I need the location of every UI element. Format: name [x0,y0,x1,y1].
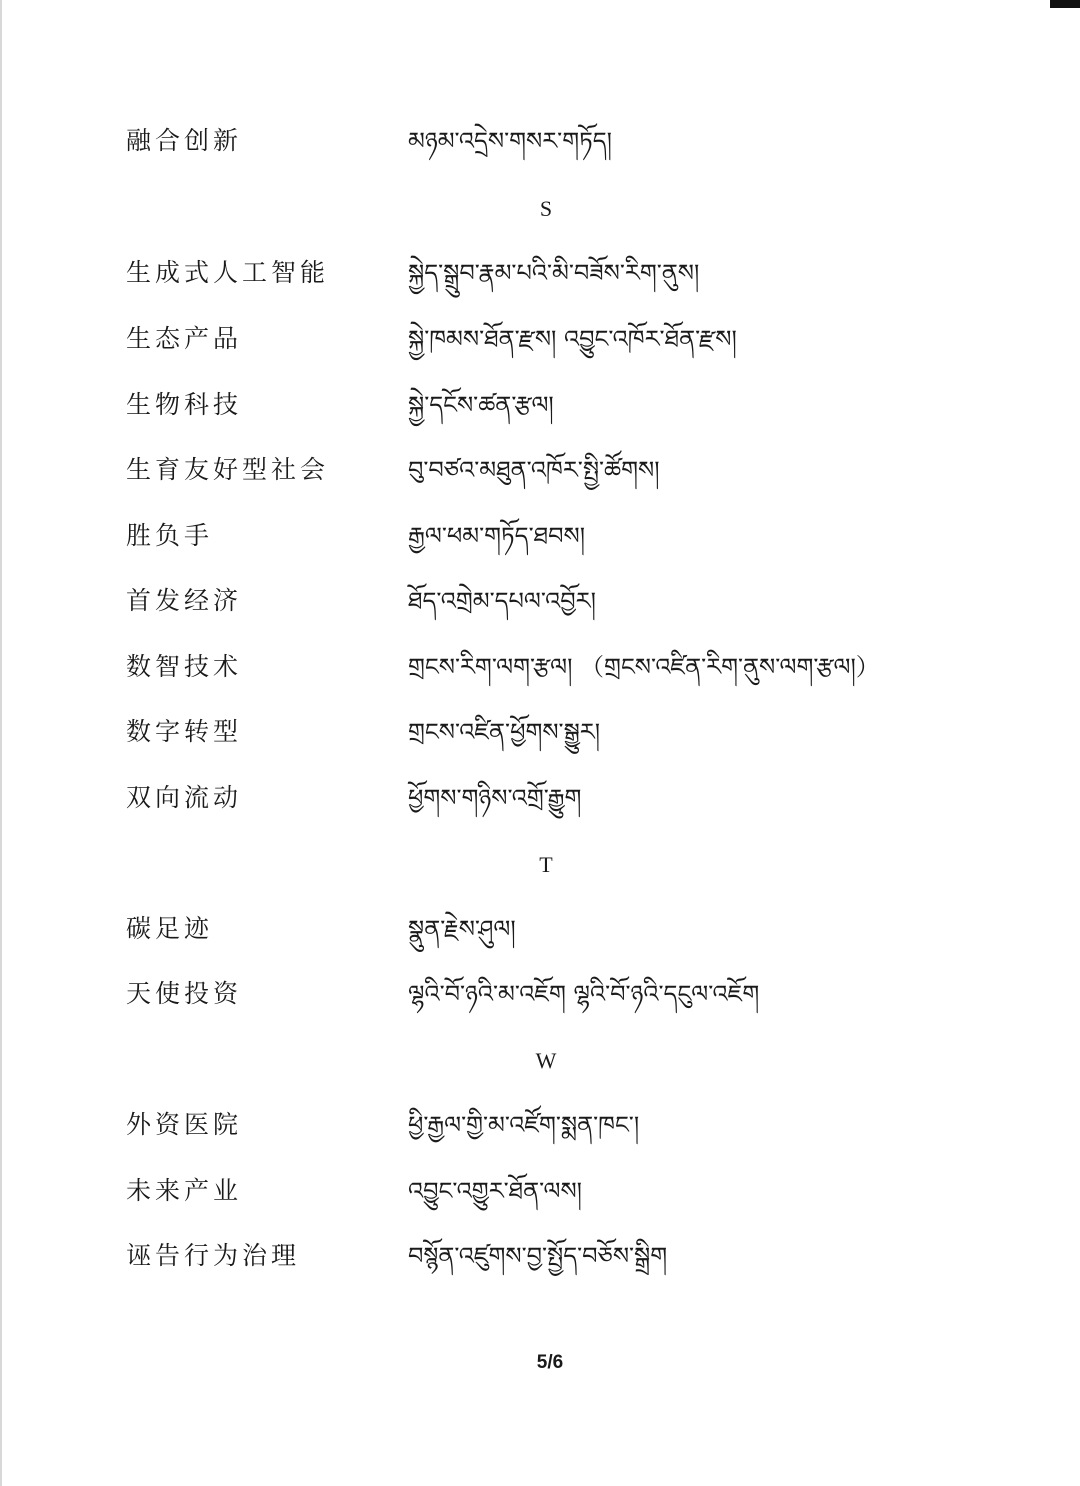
tibetan-term: ཕྱོགས་གཉིས་འགྲོ་རྒྱུག [408,784,582,812]
chinese-term: 天使投资 [126,979,243,1008]
glossary-entry [0,974,1080,1014]
tibetan-term: བུ་བཙའ་མཐུན་འཁོར་སྤྱི་ཚོགས། [408,456,660,484]
chinese-term: 碳足迹 [126,914,214,943]
chinese-term: 生育友好型社会 [126,455,330,484]
tibetan-term: རྒྱལ་ཕམ་གཏོད་ཐབས། [408,522,586,550]
chinese-term: 生态产品 [126,324,243,353]
glossary-entry [0,1105,1080,1145]
chinese-term: 双向流动 [126,783,243,812]
section-letter-s: S [539,196,553,221]
section-letter-t: T [539,852,553,877]
tibetan-term: སྐྱེ་ཁམས་ཐོན་རྫས། འབྱུང་འཁོར་ཐོན་རྫས། [408,325,737,353]
glossary-entry [0,385,1080,425]
section-letter-w: W [535,1048,557,1073]
chinese-term: 融合创新 [126,126,243,155]
glossary-entry [0,121,1080,161]
glossary-entry [0,581,1080,621]
tibetan-term: ཕྱི་རྒྱལ་གྱི་མ་འཛོག་སྨན་ཁང་། [408,1111,640,1139]
tibetan-term: སྐྱེ་དངོས་ཚན་རྩལ། [408,391,554,419]
glossary-entry [0,647,1080,687]
glossary-entry [0,1171,1080,1211]
chinese-term: 生物科技 [126,390,243,419]
chinese-term: 首发经济 [126,586,243,615]
tibetan-term: གྲངས་རིག་ལག་རྩལ། （གྲངས་འཛིན་རིག་ནུས་ལག་རྩལ།） [408,653,880,681]
scan-corner-mark [1050,0,1080,8]
glossary-entry [0,516,1080,556]
chinese-term: 未来产业 [126,1176,243,1205]
chinese-term: 生成式人工智能 [126,258,330,287]
glossary-entry [0,253,1080,293]
glossary-entry [0,1236,1080,1276]
chinese-term: 数字转型 [126,717,243,746]
chinese-term: 诬告行为治理 [126,1241,301,1270]
glossary-entry [0,778,1080,818]
tibetan-term: ལྷའི་བོ་ཉའི་མ་འཇོག ལྷའི་བོ་ཉའི་དངུལ་འཇོག [408,980,760,1008]
chinese-term: 数智技术 [126,652,243,681]
glossary-entry [0,909,1080,949]
glossary-entry [0,450,1080,490]
glossary-entry [0,712,1080,752]
chinese-term: 外资医院 [126,1110,243,1139]
page-number: 5/6 [536,1352,564,1373]
chinese-term: 胜负手 [126,521,214,550]
tibetan-term: སྣུན་རྗེས་ཤུལ། [408,915,516,943]
glossary-entry [0,319,1080,359]
tibetan-term: འབྱུང་འགྱུར་ཐོན་ལས། [408,1177,582,1205]
tibetan-term: མཉམ་འདྲེས་གསར་གཏོད། [408,127,612,155]
tibetan-term: བསྙོན་འཛུགས་བྱ་སྤྱོད་བཅོས་སྒྲིག [408,1242,668,1270]
tibetan-term: ཐོད་འགྲེམ་དཔལ་འབྱོར། [408,587,596,615]
tibetan-term: སྐྱེད་སྒྲུབ་རྣམ་པའི་མི་བཟོས་རིག་ནུས། [408,259,700,287]
tibetan-term: གྲངས་འཛིན་ཕྱོགས་སྒྱུར། [408,718,601,746]
